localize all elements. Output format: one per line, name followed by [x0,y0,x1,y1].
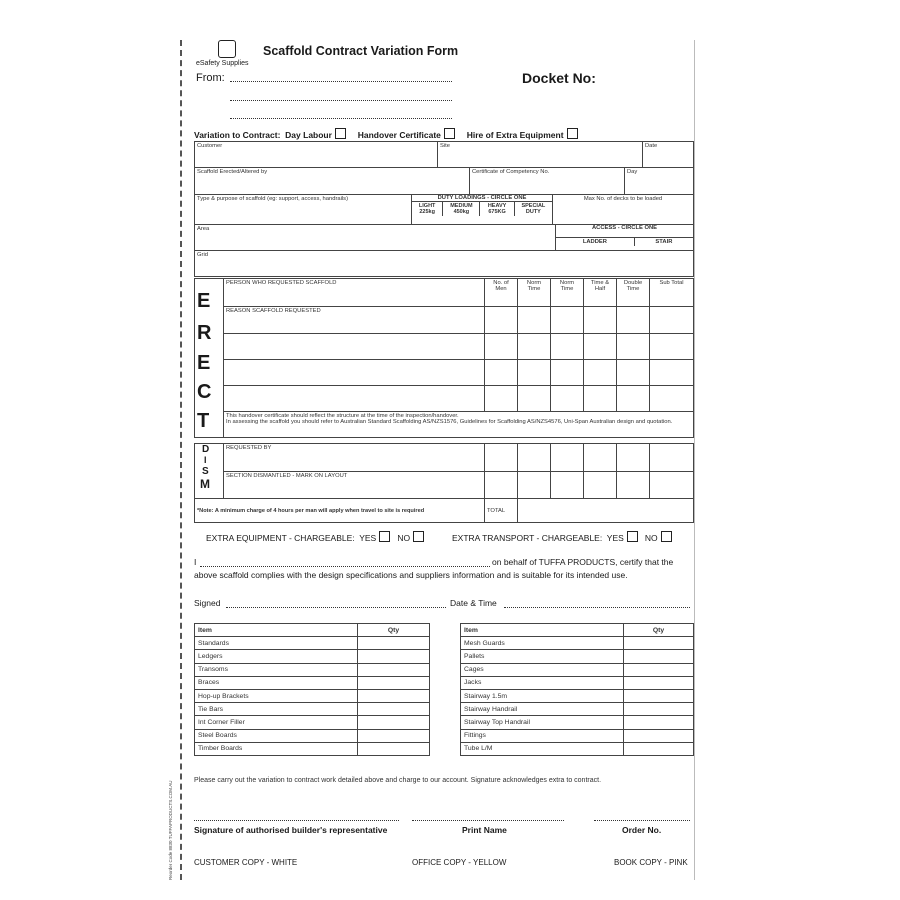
details-table [194,141,694,168]
qty-cell[interactable] [358,716,430,729]
cell[interactable] [584,386,617,412]
col-no-men: No. of Men [485,279,518,307]
erect-letter-r: R [197,322,212,344]
equip-no-label: NO [397,533,411,543]
area-field[interactable]: Area [195,225,556,251]
type-purpose-field[interactable]: Type & purpose of scaffold (eg: support, access, handrails) [195,195,412,225]
cell[interactable] [584,360,617,386]
cell[interactable] [518,472,551,499]
signed-line[interactable] [226,607,446,608]
erected-by-field[interactable]: Scaffold Erected/Altered by [195,168,470,195]
reason-line[interactable] [224,386,485,412]
hire-equipment-checkbox[interactable] [567,128,578,139]
day-labour-checkbox[interactable] [335,128,346,139]
col-double-time: Double Time [617,279,650,307]
equip-yes-checkbox[interactable] [379,531,390,542]
table-row: Pallets [461,650,624,663]
copy-yellow-label: OFFICE COPY - YELLOW [412,858,507,867]
cell[interactable] [584,334,617,360]
dism-table [194,443,694,523]
certify-i: I [194,557,197,567]
cell[interactable] [617,386,650,412]
footer-instruction: Please carry out the variation to contract work detailed above and charge to our account. Signature acknowledges extra to contract. [194,777,602,784]
table-row: Steel Boards [195,729,358,742]
qty-cell[interactable] [624,729,694,742]
erected-row [194,167,694,195]
qty-cell[interactable] [624,703,694,716]
table-row: Stairway 1.5m [461,689,624,702]
qty-cell[interactable] [624,742,694,755]
variation-label: Variation to Contract: [194,130,281,140]
cell[interactable] [551,386,584,412]
total-label: TOTAL [485,499,518,523]
qty-cell[interactable] [624,650,694,663]
date-field[interactable]: Date [643,142,694,168]
duty-loadings-title: DUTY LOADINGS - CIRCLE ONE [412,195,552,202]
cell[interactable] [650,444,694,472]
cell[interactable] [551,444,584,472]
duty-heavy[interactable]: HEAVY 675KG [480,202,514,216]
col-time-half: Time & Half [584,279,617,307]
from-label: From: [196,72,225,84]
cell[interactable] [518,334,551,360]
hire-equipment-label: Hire of Extra Equipment [466,130,564,140]
handover-label: Handover Certificate [357,130,441,140]
date-time-label: Date & Time [450,598,497,608]
cell[interactable] [650,472,694,499]
type-row [194,194,694,225]
qty-cell[interactable] [624,637,694,650]
dism-letter-i: I [204,455,207,465]
print-name-label: Print Name [462,825,507,835]
table-row: Tie Bars [195,703,358,716]
max-decks-field[interactable]: Max No. of decks to be loaded [553,195,694,225]
table-row: Cages [461,663,624,676]
erect-letter-e1: E [197,290,211,312]
qty-cell[interactable] [624,676,694,689]
certify-line-1: on behalf of TUFFA PRODUCTS, certify that the [492,557,674,567]
access-title: ACCESS - CIRCLE ONE [556,225,693,238]
brand-logo-icon [218,40,236,58]
cell[interactable] [485,444,518,472]
table-row: Int Corner Filler [195,716,358,729]
copy-white-label: CUSTOMER COPY - WHITE [194,858,298,867]
from-field-line-3[interactable] [230,118,452,119]
reason-line[interactable] [224,360,485,386]
transport-yes-label: YES [606,533,624,543]
dism-letter-s: S [202,466,209,477]
transport-chargeable-row [452,531,672,543]
handover-note [224,412,694,438]
page-edge [694,40,695,880]
duty-special[interactable]: SPECIAL DUTY [521,203,546,215]
grid-row [194,250,694,277]
cell[interactable] [617,334,650,360]
reason-requested-field[interactable]: REASON SCAFFOLD REQUESTED [224,307,485,334]
handover-note-1: This handover certificate should reflect the structure at the time of the inspection/handover. [226,413,459,419]
brand-name: eSafety Supplies [196,60,249,67]
handover-note-2: In assessing the scaffold you should refer to Australian Standard Scaffolding AS/NZS1576, Guidelines for Scaffolding AS/NZS4576, Uni-Span Australian design and quotation. [226,419,673,425]
cell[interactable] [584,307,617,334]
qty-cell[interactable] [358,637,430,650]
table-row: Timber Boards [195,742,358,755]
access-ladder[interactable]: LADDER [556,238,634,246]
cell[interactable] [485,307,518,334]
day-labour-label: Day Labour [285,130,332,140]
items-table-left [194,623,430,756]
table-row: Jacks [461,676,624,689]
qty-cell[interactable] [358,729,430,742]
left-qty-header: Qty [358,624,430,637]
date-time-line[interactable] [504,607,690,608]
cell[interactable] [518,307,551,334]
cell[interactable] [650,386,694,412]
transport-no-checkbox[interactable] [661,531,672,542]
duty-light[interactable]: LIGHT 225kg [412,202,443,216]
equip-chargeable-label: EXTRA EQUIPMENT - CHARGEABLE: [206,533,355,543]
person-requested-field[interactable]: PERSON WHO REQUESTED SCAFFOLD [224,279,485,307]
cell[interactable] [650,307,694,334]
docket-label: Docket No: [522,70,596,86]
handover-checkbox[interactable] [444,128,455,139]
qty-cell[interactable] [624,689,694,702]
left-item-header: Item [195,624,358,637]
cell[interactable] [650,360,694,386]
table-row: Mesh Guards [461,637,624,650]
qty-cell[interactable] [358,689,430,702]
table-row: Fittings [461,729,624,742]
cell[interactable] [617,360,650,386]
cell[interactable] [617,307,650,334]
rep-signature-line[interactable] [194,820,399,821]
cell[interactable] [485,472,518,499]
certifier-name-line[interactable] [200,566,490,567]
erect-letter-c: C [197,381,212,403]
transport-chargeable-label: EXTRA TRANSPORT - CHARGEABLE: [452,533,603,543]
qty-cell[interactable] [624,663,694,676]
variation-row [194,128,578,140]
table-row: Braces [195,676,358,689]
cell[interactable] [551,472,584,499]
duty-loadings [412,195,553,225]
signed-label: Signed [194,598,221,608]
qty-cell[interactable] [358,663,430,676]
table-row: Hop-up Brackets [195,689,358,702]
from-field-line-1[interactable] [230,81,452,82]
from-field-line-2[interactable] [230,100,452,101]
cell[interactable] [617,472,650,499]
right-item-header: Item [461,624,624,637]
duty-medium[interactable]: MEDIUM 450kg [443,202,480,216]
copy-pink-label: BOOK COPY - PINK [614,858,688,867]
cell[interactable] [485,334,518,360]
table-row: Transoms [195,663,358,676]
order-no-label: Order No. [622,825,662,835]
cell[interactable] [485,360,518,386]
transport-yes-checkbox[interactable] [627,531,638,542]
total-field[interactable] [518,499,694,523]
transport-no-label: NO [644,533,658,543]
dism-letter-d: D [202,444,210,455]
table-row: Standards [195,637,358,650]
erect-letter-t: T [197,410,210,432]
competency-field[interactable]: Certificate of Competency No. [470,168,625,195]
equip-chargeable-row [206,531,424,543]
qty-cell[interactable] [358,650,430,663]
equip-no-checkbox[interactable] [413,531,424,542]
erect-letter-e2: E [197,352,211,374]
order-no-line[interactable] [594,820,690,821]
section-dismantled-field[interactable]: SECTION DISMANTLED - MARK ON LAYOUT [224,472,485,499]
col-norm-time-1: Norm Time [518,279,551,307]
erect-table [194,278,694,438]
cell[interactable] [584,472,617,499]
cell[interactable] [485,386,518,412]
table-row: Tube L/M [461,742,624,755]
cell[interactable] [551,334,584,360]
min-charge-note: *Note: A minimum charge of 4 hours per man will apply when travel to site is required [195,499,485,523]
cell[interactable] [551,307,584,334]
cell[interactable] [518,386,551,412]
table-row: Stairway Handrail [461,703,624,716]
dism-letter-m: M [200,477,210,491]
qty-cell[interactable] [624,716,694,729]
cell[interactable] [551,360,584,386]
cell[interactable] [518,360,551,386]
items-table-right [460,623,694,756]
grid-field[interactable]: Grid [195,251,694,277]
qty-cell[interactable] [358,676,430,689]
cell[interactable] [650,334,694,360]
rep-signature-label: Signature of authorised builder's representative [194,825,388,835]
reorder-code: Reorder Code 8830 TUFFAPRODUCTS.COM.AU [168,780,173,880]
customer-field[interactable]: Customer [195,142,438,168]
reason-line[interactable] [224,334,485,360]
site-field[interactable]: Site [438,142,643,168]
col-norm-time-2: Norm Time [551,279,584,307]
col-sub-total: Sub Total [650,279,694,307]
cell[interactable] [584,444,617,472]
right-qty-header: Qty [624,624,694,637]
area-row [194,224,694,251]
day-field[interactable]: Day [625,168,694,195]
access-stair[interactable]: STAIR [655,239,673,245]
tear-perforation [180,40,182,880]
requested-by-field[interactable]: REQUESTED BY [224,444,485,472]
form-title: Scaffold Contract Variation Form [263,44,459,58]
certify-line-2: above scaffold complies with the design specifications and suppliers information and is suitable for its intended use. [194,570,628,580]
print-name-line[interactable] [412,820,564,821]
equip-yes-label: YES [359,533,377,543]
cell[interactable] [617,444,650,472]
table-row: Ledgers [195,650,358,663]
qty-cell[interactable] [358,703,430,716]
table-row: Stairway Top Handrail [461,716,624,729]
cell[interactable] [518,444,551,472]
qty-cell[interactable] [358,742,430,755]
access-block [556,225,694,251]
